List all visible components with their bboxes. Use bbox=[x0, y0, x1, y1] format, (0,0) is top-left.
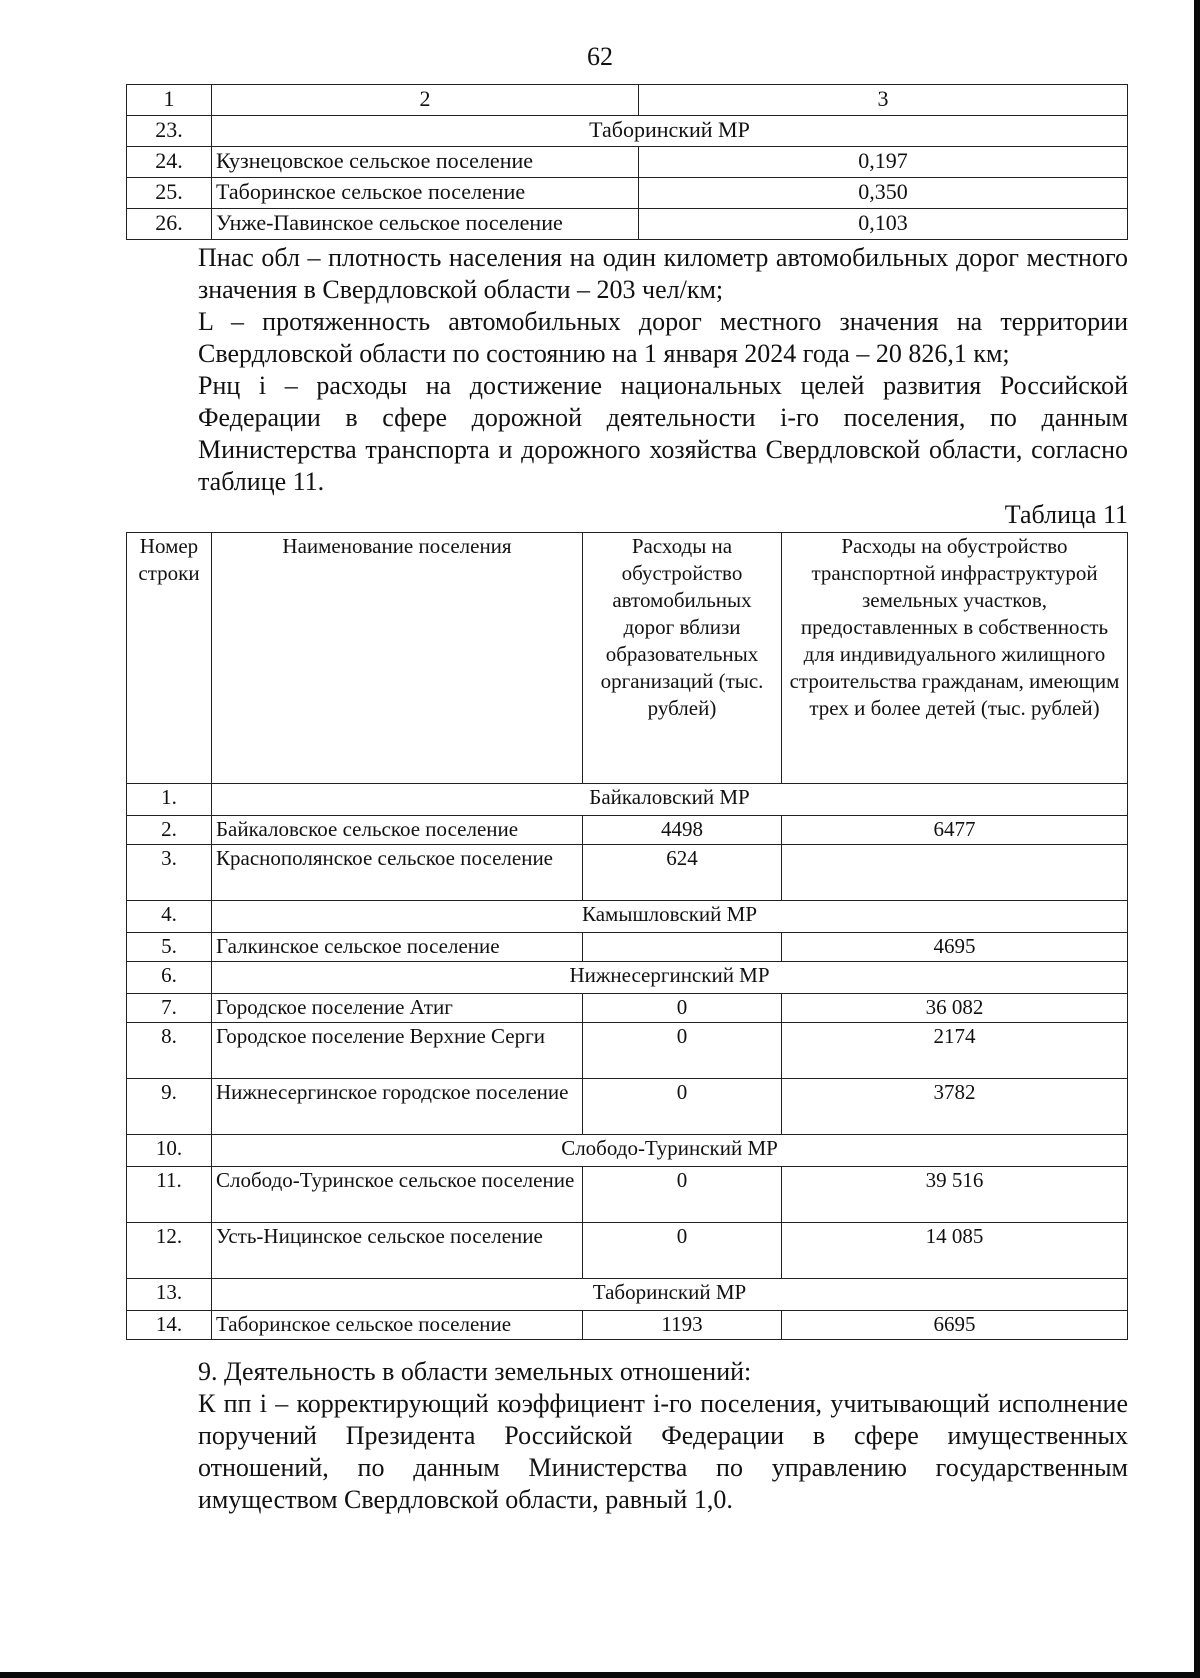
infrastructure-expenses-value: 36 082 bbox=[782, 994, 1128, 1023]
table-row bbox=[127, 147, 1128, 178]
row-number: 13. bbox=[127, 1279, 212, 1311]
settlement-name: Байкаловское сельское поселение bbox=[212, 816, 583, 845]
row-number: 3. bbox=[127, 845, 212, 901]
paragraph-text: Пнас обл – плотность населения на один километр автомобильных дорог местного значения в Свердловской области – 203 чел/км; bbox=[198, 243, 1128, 304]
row-number: 14. bbox=[127, 1311, 212, 1340]
table-row bbox=[127, 1135, 1128, 1167]
table-row bbox=[127, 1311, 1128, 1340]
header-cell: 2 bbox=[212, 85, 639, 116]
table-11 bbox=[126, 532, 1128, 1340]
table-row bbox=[127, 1223, 1128, 1279]
page-number: 62 bbox=[587, 42, 613, 71]
section-heading bbox=[126, 1356, 1128, 1388]
header-row-number: Номер строки bbox=[127, 533, 212, 784]
group-cell: Нижнесергинский МР bbox=[212, 962, 1128, 994]
page-border-bottom bbox=[0, 1672, 1200, 1678]
table-header-row bbox=[127, 533, 1128, 784]
table-header-row bbox=[127, 85, 1128, 116]
row-number: 6. bbox=[127, 962, 212, 994]
continuation-table bbox=[126, 84, 1128, 240]
table-row bbox=[127, 845, 1128, 901]
settlement-name: Усть-Ницинское сельское поселение bbox=[212, 1223, 583, 1279]
infrastructure-expenses-value: 14 085 bbox=[782, 1223, 1128, 1279]
page-border-right bbox=[1194, 0, 1200, 1678]
row-number: 2. bbox=[127, 816, 212, 845]
settlement-name: Унже-Павинское сельское поселение bbox=[212, 209, 639, 240]
header-settlement-name: Наименование поселения bbox=[212, 533, 583, 784]
header-road-expenses: Расходы на обустройство автомобильных дорог вблизи образовательных организаций (тыс. рублей) bbox=[583, 533, 782, 784]
row-number: 10. bbox=[127, 1135, 212, 1167]
paragraph-expenses bbox=[126, 370, 1128, 498]
paragraph-density bbox=[126, 242, 1128, 306]
table-row bbox=[127, 901, 1128, 933]
row-number: 11. bbox=[127, 1167, 212, 1223]
table-row bbox=[127, 1167, 1128, 1223]
table-caption: Таблица 11 bbox=[1004, 500, 1128, 529]
group-cell: Байкаловский МР bbox=[212, 784, 1128, 816]
table-row bbox=[127, 1079, 1128, 1135]
coefficient-value: 0,197 bbox=[639, 147, 1128, 178]
road-expenses-value: 0 bbox=[583, 1079, 782, 1135]
table-row bbox=[127, 816, 1128, 845]
paragraph-coefficient bbox=[126, 1388, 1128, 1516]
settlement-name: Краснополянское сельское поселение bbox=[212, 845, 583, 901]
settlement-name: Таборинское сельское поселение bbox=[212, 1311, 583, 1340]
infrastructure-expenses-value: 6477 bbox=[782, 816, 1128, 845]
row-number: 12. bbox=[127, 1223, 212, 1279]
road-expenses-value: 0 bbox=[583, 994, 782, 1023]
header-cell: 1 bbox=[127, 85, 212, 116]
table-row bbox=[127, 784, 1128, 816]
infrastructure-expenses-value: 39 516 bbox=[782, 1167, 1128, 1223]
infrastructure-expenses-value: 6695 bbox=[782, 1311, 1128, 1340]
table-row bbox=[127, 933, 1128, 962]
paragraph-text: L – протяженность автомобильных дорог местного значения на территории Свердловской области по состоянию на 1 января 2024 года – 20 826,1 км; bbox=[198, 307, 1128, 368]
road-expenses-value bbox=[583, 933, 782, 962]
road-expenses-value: 1193 bbox=[583, 1311, 782, 1340]
table-row bbox=[127, 994, 1128, 1023]
row-number: 25. bbox=[127, 178, 212, 209]
group-cell: Слободо-Туринский МР bbox=[212, 1135, 1128, 1167]
table-row bbox=[127, 209, 1128, 240]
row-number: 7. bbox=[127, 994, 212, 1023]
group-cell: Камышловский МР bbox=[212, 901, 1128, 933]
row-number: 8. bbox=[127, 1023, 212, 1079]
settlement-name: Кузнецовское сельское поселение bbox=[212, 147, 639, 178]
settlement-name: Галкинское сельское поселение bbox=[212, 933, 583, 962]
settlement-name: Городское поселение Атиг bbox=[212, 994, 583, 1023]
infrastructure-expenses-value bbox=[782, 845, 1128, 901]
table-row bbox=[127, 116, 1128, 147]
settlement-name: Нижнесергинское городское поселение bbox=[212, 1079, 583, 1135]
table-row bbox=[127, 1279, 1128, 1311]
section-title: 9. Деятельность в области земельных отношений: bbox=[198, 1357, 752, 1386]
paragraph-text: К пп i – корректирующий коэффициент i-го поселения, учитывающий исполнение поручений Президента Российской Федерации в сфере имущественных отношений, по данным Министерства по управлению государственным имуществом Свердловской области, равный 1,0. bbox=[198, 1389, 1128, 1514]
table-row bbox=[127, 962, 1128, 994]
infrastructure-expenses-value: 4695 bbox=[782, 933, 1128, 962]
group-cell: Таборинский МР bbox=[212, 116, 1128, 147]
road-expenses-value: 4498 bbox=[583, 816, 782, 845]
road-expenses-value: 0 bbox=[583, 1223, 782, 1279]
row-number: 26. bbox=[127, 209, 212, 240]
row-number: 9. bbox=[127, 1079, 212, 1135]
coefficient-value: 0,103 bbox=[639, 209, 1128, 240]
paragraph-length bbox=[126, 306, 1128, 370]
row-number: 23. bbox=[127, 116, 212, 147]
road-expenses-value: 624 bbox=[583, 845, 782, 901]
row-number: 4. bbox=[127, 901, 212, 933]
paragraph-text: Рнц i – расходы на достижение национальных целей развития Российской Федерации в сфере дорожной деятельности i-го поселения, по данным Министерства транспорта и дорожного хозяйства Свердловской области, согласно таблице 11. bbox=[198, 371, 1128, 496]
settlement-name: Таборинское сельское поселение bbox=[212, 178, 639, 209]
header-infrastructure-expenses: Расходы на обустройство транспортной инфраструктурой земельных участков, предоставленных в собственность для индивидуального жилищного строительства гражданам, имеющим трех и более детей (тыс. рублей) bbox=[782, 533, 1128, 784]
road-expenses-value: 0 bbox=[583, 1167, 782, 1223]
row-number: 5. bbox=[127, 933, 212, 962]
header-cell: 3 bbox=[639, 85, 1128, 116]
infrastructure-expenses-value: 2174 bbox=[782, 1023, 1128, 1079]
road-expenses-value: 0 bbox=[583, 1023, 782, 1079]
coefficient-value: 0,350 bbox=[639, 178, 1128, 209]
group-cell: Таборинский МР bbox=[212, 1279, 1128, 1311]
row-number: 1. bbox=[127, 784, 212, 816]
settlement-name: Городское поселение Верхние Серги bbox=[212, 1023, 583, 1079]
table-row bbox=[127, 1023, 1128, 1079]
table-row bbox=[127, 178, 1128, 209]
settlement-name: Слободо-Туринское сельское поселение bbox=[212, 1167, 583, 1223]
row-number: 24. bbox=[127, 147, 212, 178]
infrastructure-expenses-value: 3782 bbox=[782, 1079, 1128, 1135]
